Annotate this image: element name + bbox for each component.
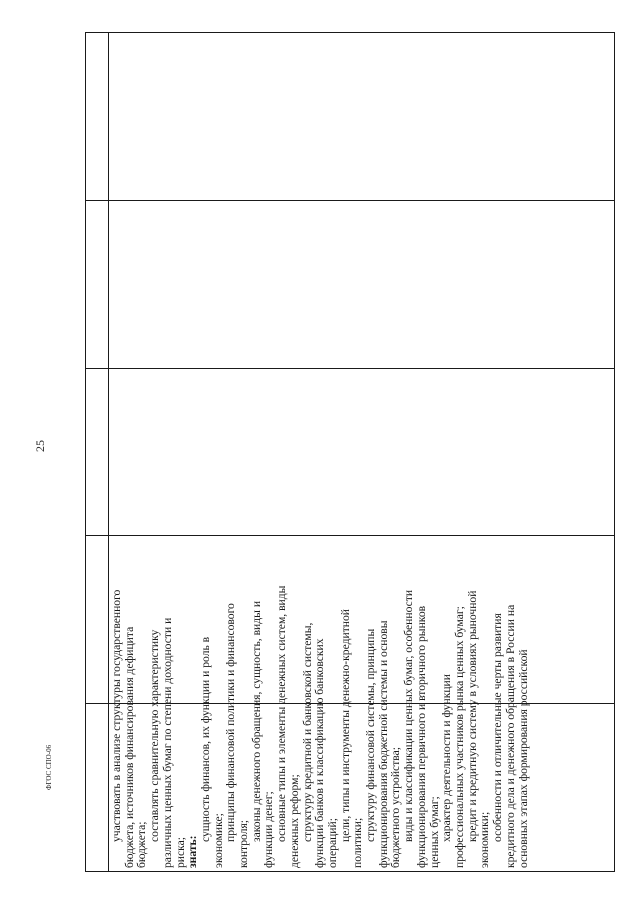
content-line: политики; <box>351 817 365 868</box>
table-cell-top-1 <box>86 704 109 872</box>
content-line: характер деятельности и функции <box>440 674 454 842</box>
content-line: экономики; <box>478 811 492 868</box>
content-line: функции денег; <box>262 791 276 868</box>
content-line: кредитного дела и денежного обращения в России на <box>503 604 517 868</box>
page-number: 25 <box>33 440 47 452</box>
content-line: экономике; <box>211 813 225 868</box>
table-cell-empty-3 <box>109 200 615 368</box>
content-line: различных ценных бумаг по степени доходности и <box>160 617 174 868</box>
content-line: основные типы и элементы денежных систем, виды <box>275 585 289 842</box>
content-line: виды и классификации ценных бумаг, особенности <box>402 589 416 842</box>
table-cell-top-5 <box>86 33 109 201</box>
content-line: сущность финансов, их функции и роль в <box>198 636 212 842</box>
content-line: денежных реформ; <box>287 774 301 868</box>
content-line: бюджетного устройства; <box>389 747 403 868</box>
content-line: основных этапах формирования российской <box>516 649 530 868</box>
content-text <box>109 585 530 871</box>
rotated-table <box>85 32 615 872</box>
content-line: принципы финансовой политики и финансового <box>224 603 238 842</box>
table-cell-empty-1 <box>109 536 615 704</box>
content-line: функционирования первичного и вторичного рынков <box>414 605 428 868</box>
table-cell-empty-4 <box>109 33 615 201</box>
content-line: участвовать в анализе структуры государственного <box>110 589 123 842</box>
content-line: риска; <box>173 837 187 868</box>
table-row-main <box>109 33 615 872</box>
content-line: законы денежного обращения, сущность, виды и <box>249 600 263 842</box>
content-line: ценных бумаг; <box>427 796 441 868</box>
content-line: цели, типы и инструменты денежно-кредитной <box>338 609 352 842</box>
table-cell-top-4 <box>86 200 109 368</box>
content-line: функции банков и классификацию банковских <box>313 638 327 868</box>
content-line: особенности и отличительные черты развития <box>491 613 505 842</box>
competency-table <box>85 32 615 872</box>
content-line: функционирования бюджетной системы и основы <box>376 620 390 868</box>
content-line: знать: <box>186 835 200 868</box>
document-code: ФГОС СПО-06 <box>45 744 53 790</box>
content-line: структуру кредитной и банковской системы, <box>300 622 314 842</box>
content-line: бюджета; <box>135 821 149 868</box>
content-line: составлять сравнительную характеристику <box>148 629 162 842</box>
content-line: контроля; <box>237 819 251 868</box>
content-line: бюджета, источников финансирования дефицита <box>122 626 136 868</box>
table-cell-empty-2 <box>109 368 615 536</box>
content-line: профессиональных участников рынка ценных бумаг; <box>452 606 466 868</box>
table-cell-content <box>109 585 615 872</box>
content-line: операций; <box>325 818 339 868</box>
table-cell-top-2 <box>86 536 109 704</box>
content-line: структуру финансовой системы, принципы <box>364 628 378 842</box>
table-row-top <box>86 33 109 872</box>
table-cell-top-3 <box>86 368 109 536</box>
content-line: кредит и кредитную систему в условиях рыночной <box>465 590 479 842</box>
